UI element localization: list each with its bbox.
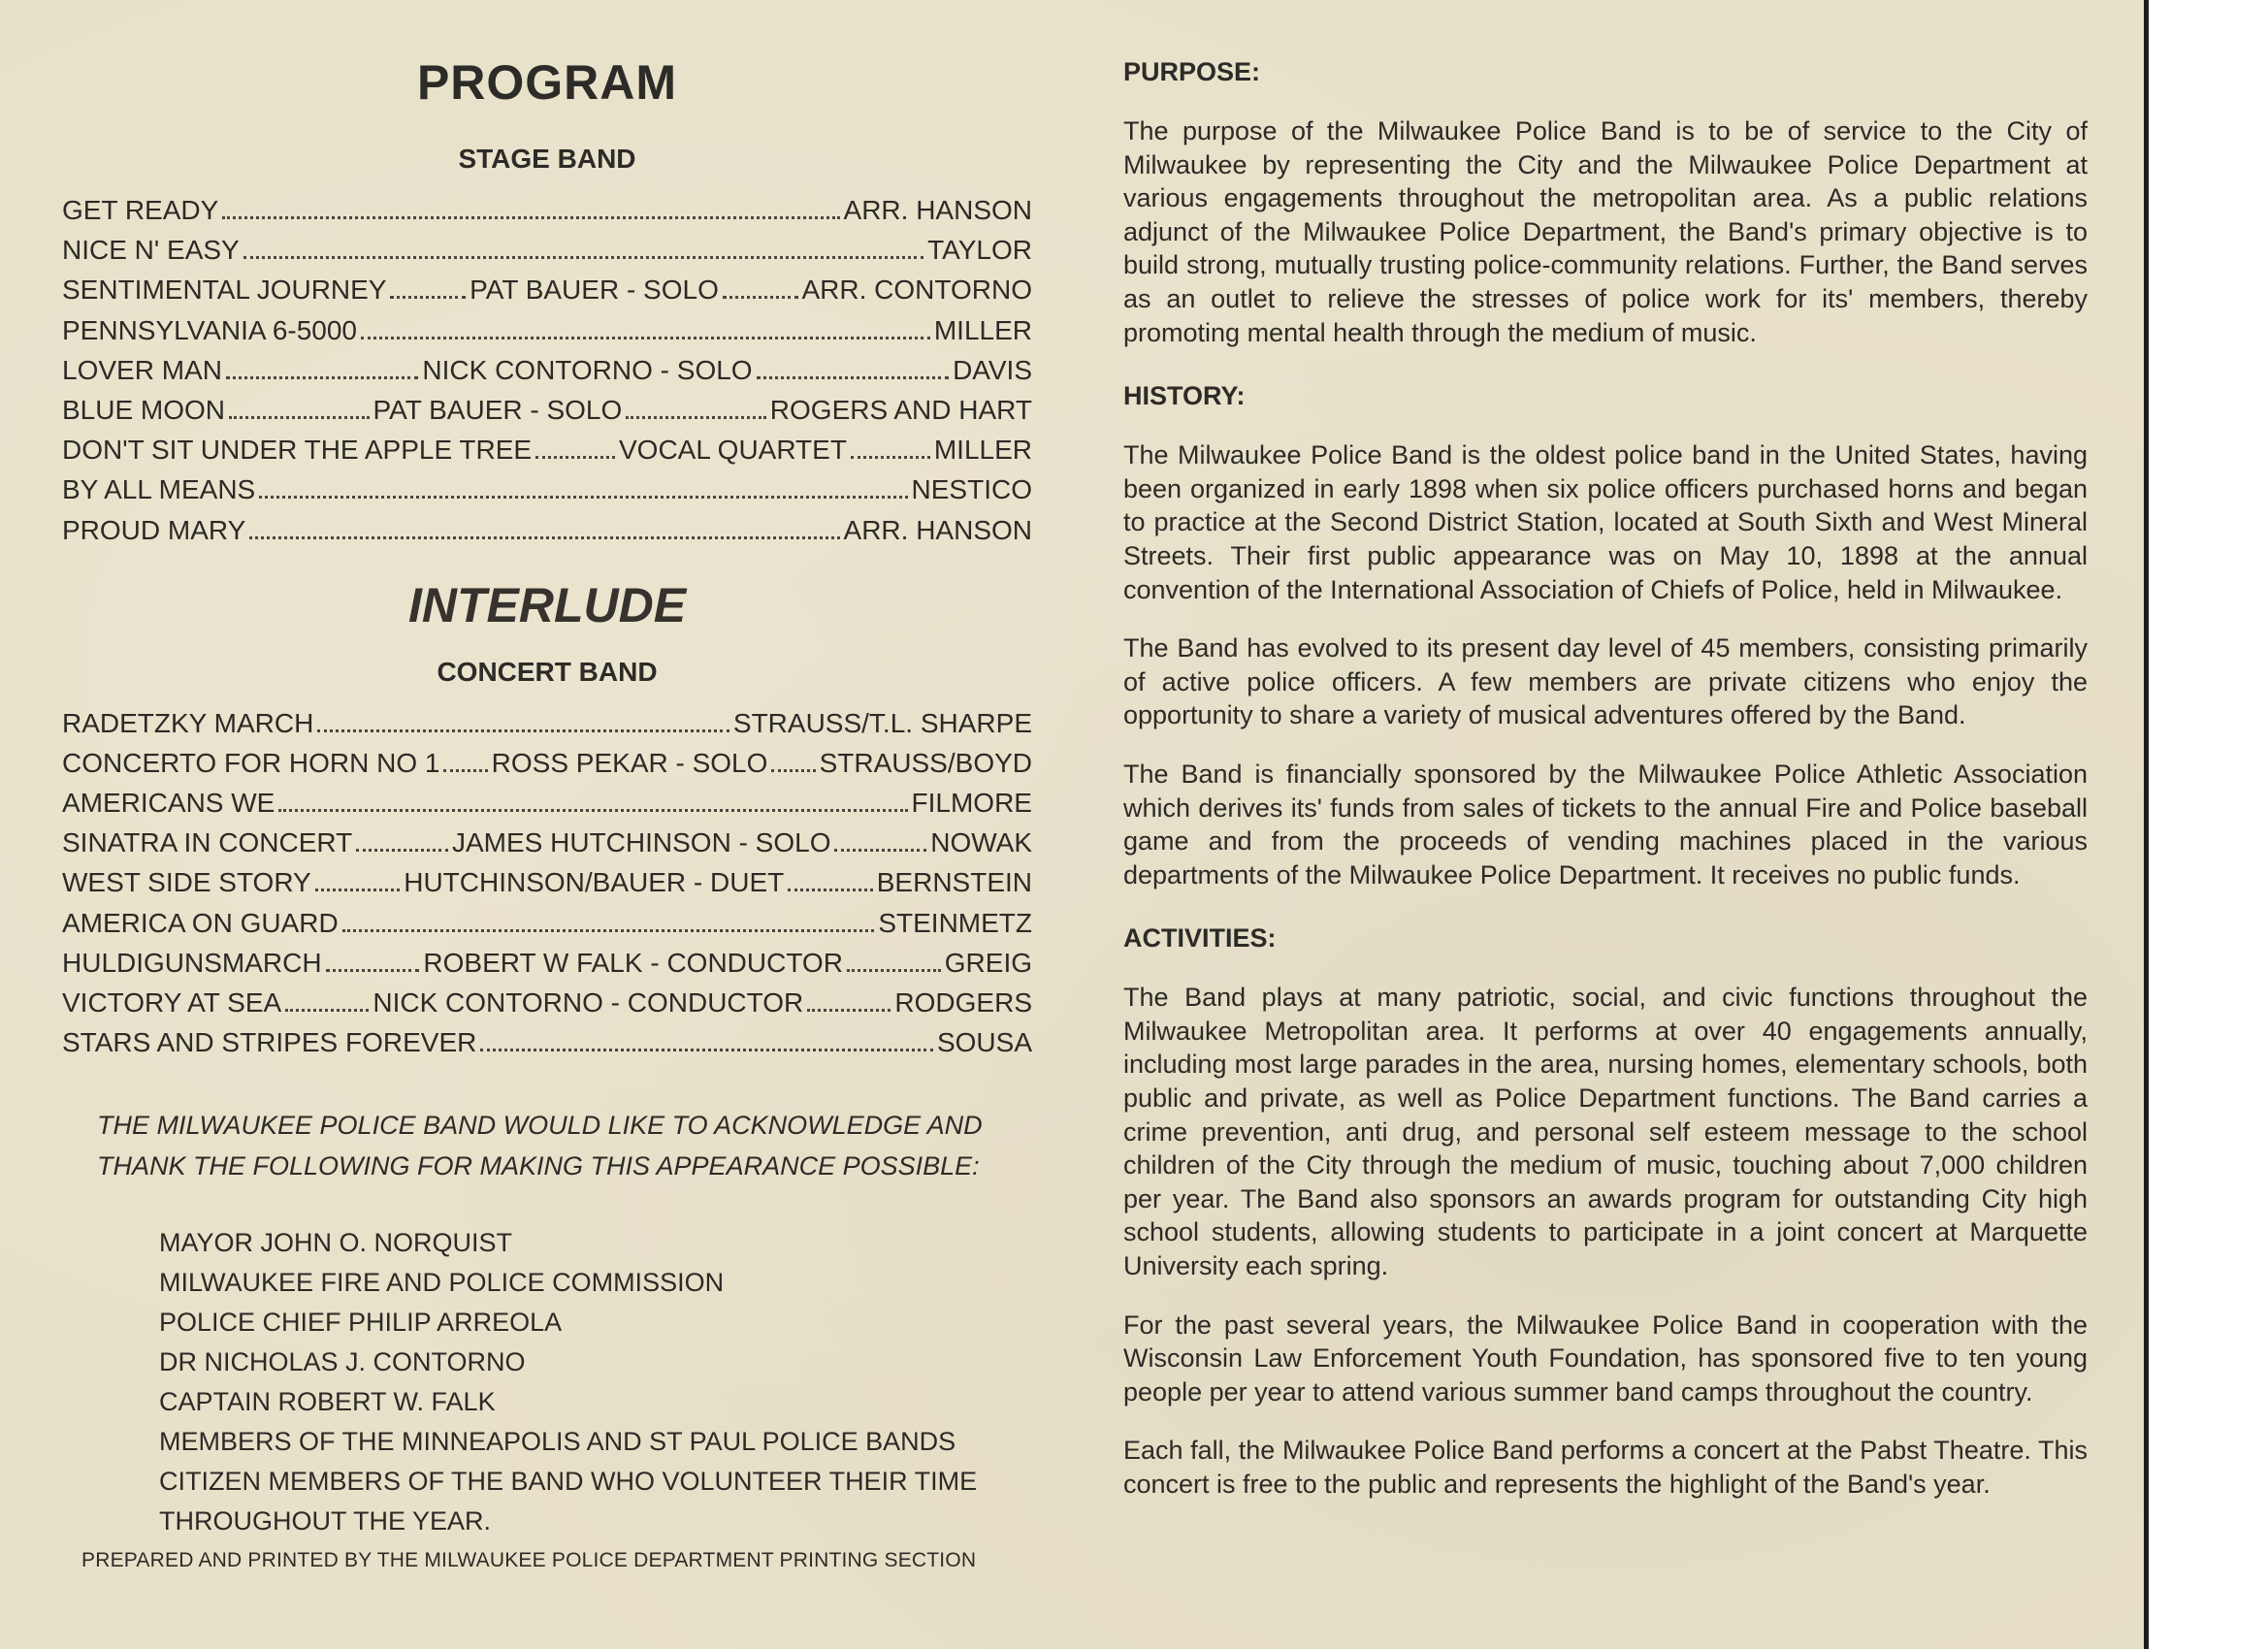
composer: STRAUSS/T.L. SHARPE xyxy=(732,707,1032,738)
piece-title: BY ALL MEANS xyxy=(62,474,256,505)
piece-title: LOVER MAN xyxy=(62,354,222,385)
dot-leader xyxy=(243,240,923,259)
info-column xyxy=(1123,50,2088,1527)
program-row xyxy=(62,823,1032,862)
composer: RODGERS xyxy=(894,987,1032,1018)
dot-leader xyxy=(278,792,907,812)
piece-title: CONCERTO FOR HORN NO 1 xyxy=(62,747,440,778)
composer: NOWAK xyxy=(930,827,1032,858)
paragraph: Each fall, the Milwaukee Police Band performs a concert at the Pabst Theatre. This concert is free to the public and represents the highlight of the Band's year. xyxy=(1123,1436,2088,1499)
dot-leader xyxy=(723,279,798,299)
composer: NESTICO xyxy=(911,474,1032,505)
piece-title: HULDIGUNSMARCH xyxy=(62,947,322,978)
program-row xyxy=(62,390,1032,430)
composer: FILMORE xyxy=(911,788,1032,819)
acknowledgement-line-2: THANK THE FOLLOWING FOR MAKING THIS APPEARANCE POSSIBLE: xyxy=(97,1151,980,1181)
program-row xyxy=(62,469,1032,509)
program-row xyxy=(62,350,1032,390)
composer: MILLER xyxy=(933,314,1032,345)
paragraph: For the past several years, the Milwaukee Police Band in cooperation with the Wisconsin Law Enforcement Youth Foundation, has sponsored five to ten young people per year to attend various summer band camps throughout the country. xyxy=(1123,1310,2088,1406)
program-row xyxy=(62,1022,1032,1062)
composer: ARR. CONTORNO xyxy=(801,275,1032,306)
piece-title: VICTORY AT SEA xyxy=(62,987,282,1018)
paragraph: The Band is financially sponsored by the Milwaukee Police Athletic Association which derives its' funds from sales of tickets to the annual Fire and Police baseball game and from the proceeds of vending machines placed in the various departments of the Milwaukee Police Department. It receives no public funds. xyxy=(1123,759,2088,889)
paragraph: The Band has evolved to its present day level of 45 members, consisting primarily of active police officers. A few members are private citizens who enjoy the opportunity to share a variety of musical adventures offered by the Band. xyxy=(1123,633,2088,730)
dot-leader xyxy=(771,753,815,772)
dot-leader xyxy=(326,953,420,972)
paragraph: The Band plays at many patriotic, social, and civic functions throughout the Milwaukee Metropolitan area. It performs at over 40 engagements annually, including most large parades in the area, nursing homes, elementary schools, both public and private, as well as Police Department functions. The Band carries a crime prevention, anti drug, and personal self esteem message to the school children of the City through the medium of music, touching about 7,000 children per year. The Band also sponsors an awards program for outstanding City high school students, allowing students to participate in a joint concert at Marquette University each spring. xyxy=(1123,983,2088,1281)
purpose-heading: PURPOSE: xyxy=(1123,57,1261,86)
dot-leader xyxy=(851,439,930,459)
program-row xyxy=(62,983,1032,1022)
composer: ARR. HANSON xyxy=(843,195,1032,225)
thanks-item: MEMBERS OF THE MINNEAPOLIS AND ST PAUL POLICE BANDS xyxy=(159,1427,956,1457)
performer: PAT BAUER - SOLO xyxy=(373,394,623,425)
composer: BERNSTEIN xyxy=(876,867,1032,898)
program-column xyxy=(62,48,1032,1572)
performer: JAMES HUTCHINSON - SOLO xyxy=(452,827,831,858)
printed-by-note: PREPARED AND PRINTED BY THE MILWAUKEE POLICE DEPARTMENT PRINTING SECTION xyxy=(81,1549,977,1572)
paragraph: The Milwaukee Police Band is the oldest police band in the United States, having been organized in early 1898 when six police officers purchased horns and began to practice at the Second District Station, located at South Sixth and West Mineral Streets. Their first public appearance was on May 10, 1898 at the annual convention of the International Association of Chiefs of Police, held in Milwaukee. xyxy=(1123,440,2088,604)
dot-leader xyxy=(229,400,370,419)
dot-leader xyxy=(317,713,729,732)
performer: NICK CONTORNO - SOLO xyxy=(422,354,753,385)
composer: ROGERS AND HART xyxy=(769,394,1032,425)
piece-title: NICE N' EASY xyxy=(62,235,240,266)
thanks-item: MILWAUKEE FIRE AND POLICE COMMISSION xyxy=(159,1268,725,1298)
program-row xyxy=(62,190,1032,230)
dot-leader xyxy=(788,872,873,891)
program-row xyxy=(62,943,1032,983)
dot-leader xyxy=(259,479,907,499)
dot-leader xyxy=(315,872,401,891)
program-row xyxy=(62,743,1032,783)
program-row xyxy=(62,903,1032,943)
thanks-item: CITIZEN MEMBERS OF THE BAND WHO VOLUNTEER THEIR TIME xyxy=(159,1467,978,1497)
dot-leader xyxy=(757,360,949,379)
paragraph: The purpose of the Milwaukee Police Band is to be of service to the City of Milwaukee by representing the City and the Milwaukee Police Department at various engagements throughout the metropolitan area. As a public relations adjunct of the Milwaukee Police Department, the Band's primary objective is to build strong, mutually trusting police-community relations. Further, the Band serves as an outlet to relieve the stresses of police work for its' members, thereby promoting mental health through the medium of music. xyxy=(1123,116,2088,347)
program-row xyxy=(62,230,1032,270)
program-title: PROGRAM xyxy=(416,55,678,110)
stage-band-list xyxy=(62,190,1032,550)
dot-leader xyxy=(249,519,839,538)
piece-title: SENTIMENTAL JOURNEY xyxy=(62,275,387,306)
interlude-heading: INTERLUDE xyxy=(407,577,687,632)
dot-leader xyxy=(356,832,448,852)
composer: STRAUSS/BOYD xyxy=(819,747,1032,778)
piece-title: RADETZKY MARCH xyxy=(62,707,314,738)
thanks-item: POLICE CHIEF PHILIP ARREOLA xyxy=(159,1308,563,1338)
dot-leader xyxy=(285,992,369,1012)
program-row xyxy=(62,430,1032,469)
composer: GREIG xyxy=(944,947,1032,978)
program-row xyxy=(62,270,1032,309)
composer: SOUSA xyxy=(936,1027,1032,1058)
dot-leader xyxy=(226,360,418,379)
dot-leader xyxy=(390,279,466,299)
dot-leader xyxy=(222,200,839,219)
dot-leader xyxy=(480,1032,933,1051)
performer: HUTCHINSON/BAUER - DUET xyxy=(404,867,785,898)
acknowledgement-line-1: THE MILWAUKEE POLICE BAND WOULD LIKE TO ACKNOWLEDGE AND xyxy=(97,1111,983,1141)
stage-band-heading: STAGE BAND xyxy=(458,144,636,174)
concert-band-heading: CONCERT BAND xyxy=(437,656,658,687)
dot-leader xyxy=(834,832,926,852)
dot-leader xyxy=(361,319,930,339)
piece-title: AMERICA ON GUARD xyxy=(62,907,339,938)
composer: TAYLOR xyxy=(927,235,1032,266)
piece-title: PENNSYLVANIA 6-5000 xyxy=(62,314,358,345)
thanks-item: MAYOR JOHN O. NORQUIST xyxy=(159,1228,513,1258)
piece-title: BLUE MOON xyxy=(62,394,226,425)
dot-leader xyxy=(443,753,487,772)
composer: DAVIS xyxy=(953,354,1032,385)
acknowledgement-heading xyxy=(62,1105,1032,1186)
performer: ROSS PEKAR - SOLO xyxy=(491,747,768,778)
program-row xyxy=(62,703,1032,743)
activities-section xyxy=(1123,981,2088,1501)
performer: ROBERT W FALK - CONDUCTOR xyxy=(423,947,843,978)
program-row xyxy=(62,862,1032,902)
piece-title: SINATRA IN CONCERT xyxy=(62,827,353,858)
dot-leader xyxy=(342,912,875,931)
composer: ARR. HANSON xyxy=(843,514,1032,545)
dot-leader xyxy=(807,992,891,1012)
performer: PAT BAUER - SOLO xyxy=(470,275,719,306)
dot-leader xyxy=(535,439,615,459)
composer: MILLER xyxy=(933,435,1032,466)
history-section xyxy=(1123,438,2088,891)
program-row xyxy=(62,510,1032,550)
thanks-item: DR NICHOLAS J. CONTORNO xyxy=(159,1347,526,1377)
program-row xyxy=(62,783,1032,823)
thanks-list xyxy=(62,1223,1032,1541)
piece-title: PROUD MARY xyxy=(62,514,246,545)
piece-title: WEST SIDE STORY xyxy=(62,867,311,898)
activities-heading: ACTIVITIES: xyxy=(1123,923,1277,954)
thanks-item: THROUGHOUT THE YEAR. xyxy=(159,1506,492,1536)
scan-edge xyxy=(2144,0,2149,1649)
purpose-section xyxy=(1123,114,2088,349)
history-heading: HISTORY: xyxy=(1123,381,1246,411)
piece-title: AMERICANS WE xyxy=(62,788,275,819)
piece-title: DON'T SIT UNDER THE APPLE TREE xyxy=(62,435,533,466)
piece-title: GET READY xyxy=(62,195,219,225)
dot-leader xyxy=(847,953,941,972)
program-row xyxy=(62,310,1032,350)
thanks-item: CAPTAIN ROBERT W. FALK xyxy=(159,1387,496,1417)
composer: STEINMETZ xyxy=(878,907,1032,938)
concert-band-list xyxy=(62,703,1032,1063)
dot-leader xyxy=(626,400,766,419)
performer: NICK CONTORNO - CONDUCTOR xyxy=(373,987,804,1018)
piece-title: STARS AND STRIPES FOREVER xyxy=(62,1027,477,1058)
performer: VOCAL QUARTET xyxy=(619,435,847,466)
